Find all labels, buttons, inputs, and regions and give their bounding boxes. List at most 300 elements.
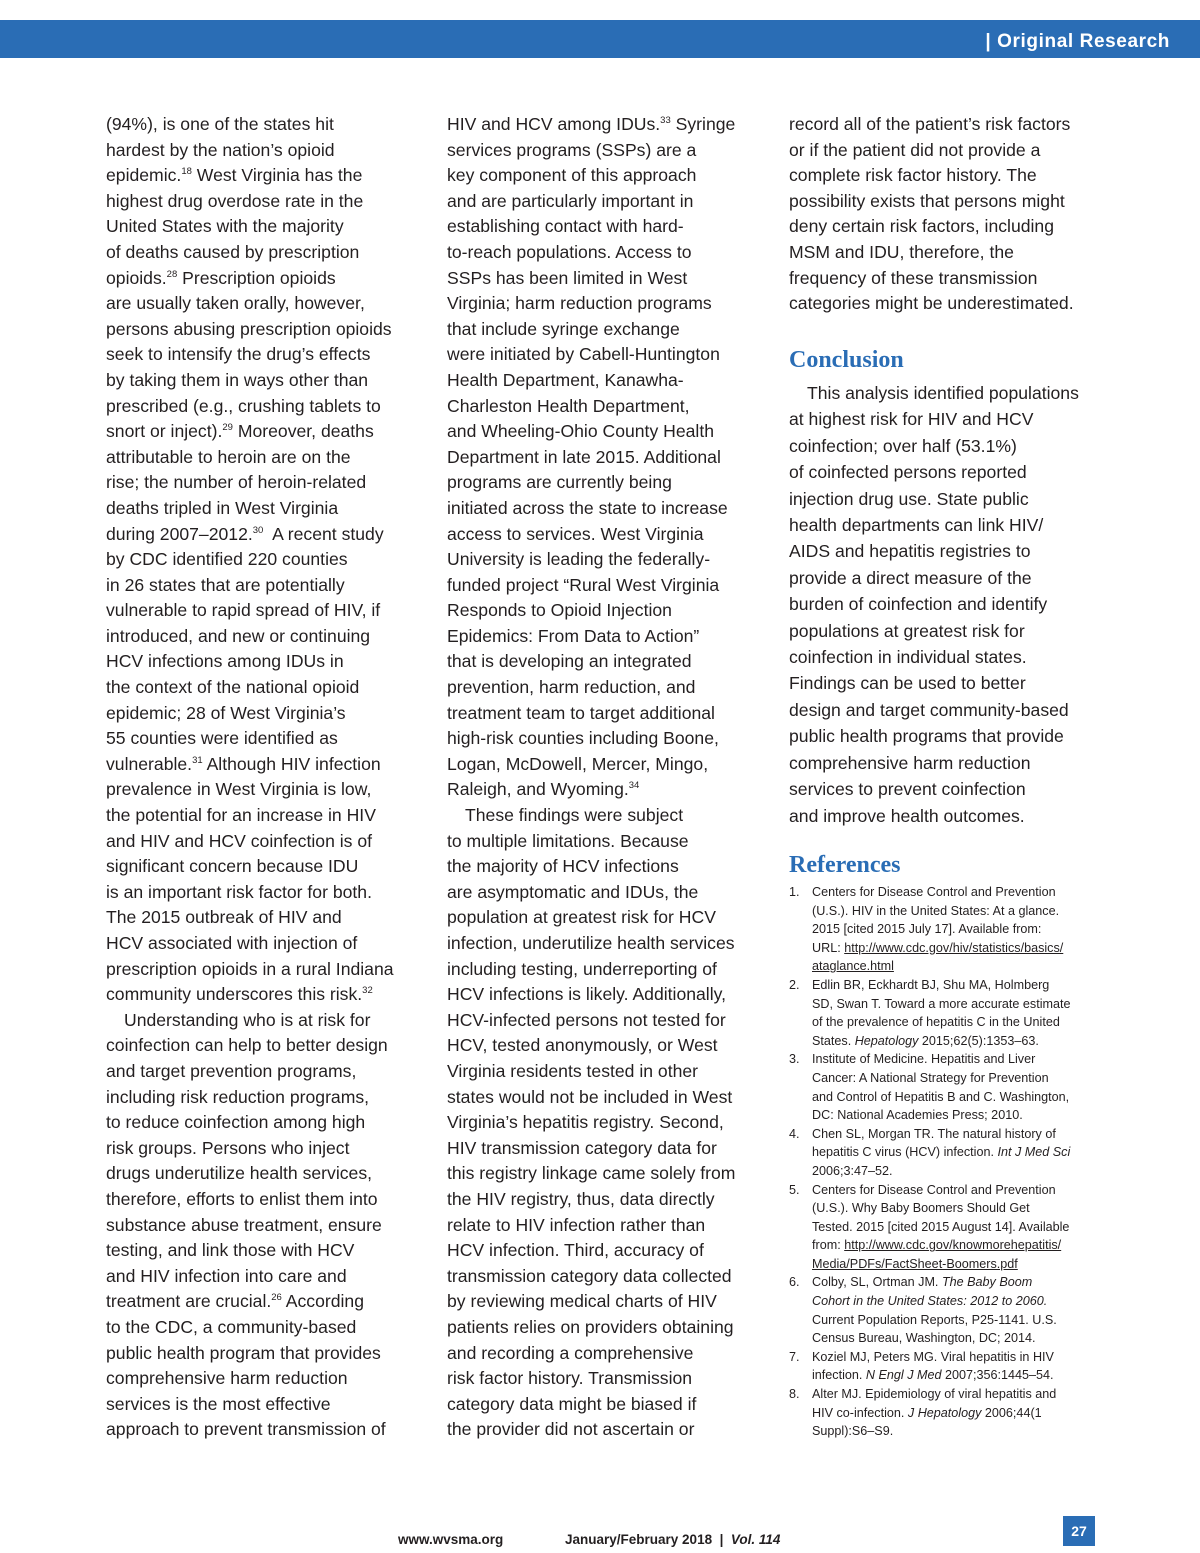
- text-line: [447, 291, 762, 317]
- text-line: [106, 163, 421, 189]
- line-text: services programs (SSPs) are a: [447, 139, 697, 160]
- text-line: [447, 752, 762, 778]
- line-text: HCV-infected persons not tested for: [447, 1009, 726, 1030]
- reference-line: [812, 1106, 1109, 1125]
- footer-issue: [565, 1532, 780, 1548]
- reference-text: (U.S.). HIV in the United States: At a glance.: [812, 903, 1060, 918]
- text-line: [106, 112, 421, 138]
- reference-item: [789, 976, 1109, 1050]
- line-text: substance abuse treatment, ensure: [106, 1214, 382, 1235]
- line-text: treatment are crucial.: [106, 1291, 272, 1312]
- reference-line: [812, 939, 1109, 958]
- line-text: are usually taken orally, however,: [106, 293, 365, 314]
- reference-text: Centers for Disease Control and Prevention: [812, 885, 1056, 899]
- citation-superscript: 18: [181, 166, 192, 178]
- text-line: [106, 1417, 421, 1443]
- conclusion-line: burden of coinfection and identify: [789, 594, 1048, 615]
- text-line: [789, 266, 1109, 292]
- reference-link[interactable]: http://www.cdc.gov/hiv/statistics/basics/: [844, 940, 1064, 955]
- text-line: [447, 982, 762, 1008]
- reference-item: [789, 1050, 1109, 1124]
- line-text: the HIV registry, thus, data directly: [447, 1188, 715, 1209]
- line-text: possibility exists that persons might: [789, 190, 1065, 211]
- publication-title: Cohort in the United States: 2012 to 2060.: [812, 1294, 1048, 1309]
- text-line: [447, 1008, 762, 1034]
- line-text: patients relies on providers obtaining: [447, 1316, 734, 1337]
- text-line: [447, 1213, 762, 1239]
- line-text: and target prevention programs,: [106, 1060, 357, 1081]
- text-line: [447, 189, 762, 215]
- line-text: approach to prevent transmission of: [106, 1419, 386, 1440]
- line-text: University is leading the federally-: [447, 549, 711, 570]
- line-text: in 26 states that are potentially: [106, 574, 345, 595]
- text-line: [447, 1264, 762, 1290]
- reference-text: (U.S.). Why Baby Boomers Should Get: [812, 1201, 1030, 1216]
- text-line: [106, 957, 421, 983]
- text-line: [106, 342, 421, 368]
- reference-line: [812, 1236, 1109, 1255]
- conclusion-line: This analysis identified populations: [807, 383, 1079, 403]
- reference-line: [812, 1013, 1109, 1032]
- line-text: key component of this approach: [447, 165, 697, 186]
- text-line: [106, 701, 421, 727]
- text-line: [447, 931, 762, 957]
- line-text: highest drug overdose rate in the: [106, 190, 364, 211]
- text-line: [106, 138, 421, 164]
- line-text: therefore, efforts to enlist them into: [106, 1188, 378, 1209]
- text-line: [106, 1161, 421, 1187]
- line-text: Virginia’s hepatitis registry. Second,: [447, 1112, 724, 1133]
- citation-superscript: 33: [660, 115, 671, 126]
- line-text: services is the most effective: [106, 1393, 331, 1414]
- text-line: [106, 547, 421, 573]
- text-line: [447, 342, 762, 368]
- reference-item: [789, 1385, 1109, 1441]
- conclusion-line: comprehensive harm reduction: [789, 752, 1031, 773]
- citation-superscript: 28: [166, 268, 178, 280]
- reference-item: [789, 1125, 1109, 1181]
- reference-number: 8.: [789, 1387, 800, 1402]
- journal-name: N Engl J Med: [865, 1368, 942, 1383]
- conclusion-heading: Conclusion: [789, 347, 904, 373]
- text-line: [106, 624, 421, 650]
- line-text: MSM and IDU, therefore, the: [789, 241, 1014, 262]
- conclusion-line: populations at greatest risk for: [789, 620, 1025, 641]
- line-text: United States with the majority: [106, 216, 344, 237]
- text-line: [447, 1033, 762, 1059]
- reference-text: States.: [812, 1033, 855, 1048]
- column-3: [789, 112, 1109, 317]
- line-text: Virginia residents tested in other: [447, 1060, 699, 1081]
- line-text: by CDC identified 220 counties: [106, 549, 348, 570]
- line-text: and Wheeling-Ohio County Health: [447, 421, 714, 442]
- reference-text: hepatitis C virus (HCV) infection.: [812, 1145, 998, 1160]
- reference-number: 2.: [789, 977, 800, 992]
- line-text: initiated across the state to increase: [447, 497, 728, 518]
- text-line: [447, 777, 762, 803]
- reference-text: Edlin BR, Eckhardt BJ, Shu MA, Holmberg: [812, 977, 1050, 992]
- line-text: including risk reduction programs,: [106, 1086, 370, 1107]
- journal-name: J Hepatology: [907, 1405, 982, 1420]
- text-line: [106, 1136, 421, 1162]
- reference-line: [812, 1143, 1109, 1162]
- text-line: [106, 1110, 421, 1136]
- reference-line: [812, 1125, 1109, 1144]
- reference-number: 7.: [789, 1349, 800, 1364]
- line-text: access to services. West Virginia: [447, 523, 704, 544]
- text-line: [447, 1392, 762, 1418]
- line-text: drugs underutilize health services,: [106, 1163, 373, 1184]
- line-text: HCV infections is likely. Additionally,: [447, 984, 727, 1005]
- line-text: or if the patient did not provide a: [789, 139, 1041, 160]
- journal-name: Int J Med Sci: [997, 1145, 1071, 1160]
- conclusion-line: coinfection; over half (53.1%): [789, 435, 1017, 456]
- text-line: [106, 752, 421, 778]
- reference-text: infection.: [812, 1368, 866, 1383]
- line-text: programs are currently being: [447, 472, 672, 493]
- text-line: [447, 1238, 762, 1264]
- line-text-continued: Syringe: [670, 114, 736, 134]
- text-line: [106, 1059, 421, 1085]
- text-line: [447, 1366, 762, 1392]
- reference-line: [812, 1069, 1109, 1088]
- reference-item: [789, 1181, 1109, 1274]
- line-text: this registry linkage came solely from: [447, 1163, 736, 1184]
- text-line: [447, 726, 762, 752]
- text-line: [789, 291, 1109, 317]
- footer-volume: Vol. 114: [730, 1532, 781, 1547]
- reference-link[interactable]: ataglance.html: [812, 959, 894, 974]
- text-line: [106, 394, 421, 420]
- column-2: [447, 112, 762, 1443]
- line-text: and HIV infection into care and: [106, 1265, 347, 1286]
- text-line: [447, 829, 762, 855]
- text-line: [447, 445, 762, 471]
- line-text: Virginia; harm reduction programs: [447, 293, 712, 314]
- citation-superscript: 26: [271, 1292, 282, 1304]
- citation-superscript: 29: [222, 422, 233, 434]
- line-text: the provider did not ascertain or: [447, 1419, 695, 1440]
- line-text: SSPs has been limited in West: [447, 267, 688, 288]
- text-line: [447, 803, 762, 829]
- line-text: relate to HIV infection rather than: [447, 1214, 706, 1235]
- citation-superscript: 34: [628, 780, 640, 792]
- reference-number: 1.: [789, 885, 800, 899]
- text-line: [447, 880, 762, 906]
- line-text: HIV transmission category data for: [447, 1137, 717, 1158]
- reference-text: SD, Swan T. Toward a more accurate estimate: [812, 996, 1071, 1011]
- text-line: [106, 1264, 421, 1290]
- text-line: [447, 1161, 762, 1187]
- text-line: [447, 957, 762, 983]
- reference-number: 3.: [789, 1052, 800, 1067]
- reference-text: DC: National Academies Press; 2010.: [812, 1108, 1023, 1123]
- reference-line: [812, 1255, 1109, 1274]
- line-text: frequency of these transmission: [789, 267, 1038, 288]
- line-text: HCV infections among IDUs in: [106, 651, 344, 672]
- page-number: 27: [1063, 1516, 1095, 1546]
- reference-line: [812, 1385, 1109, 1404]
- text-line: [106, 1392, 421, 1418]
- reference-text: Alter MJ. Epidemiology of viral hepatitis and: [812, 1387, 1057, 1402]
- reference-line: [812, 1088, 1109, 1107]
- line-text: seek to intensify the drug’s effects: [106, 344, 371, 365]
- reference-text: 2007;356:1445–54.: [941, 1368, 1054, 1383]
- text-line: [106, 905, 421, 931]
- line-text: that is developing an integrated: [447, 651, 692, 672]
- text-line: [447, 1417, 762, 1443]
- text-line: [106, 1289, 421, 1315]
- line-text: opioids.: [106, 267, 167, 288]
- line-text: infection, underutilize health services: [447, 933, 735, 953]
- text-line: [789, 189, 1109, 215]
- text-line: [789, 138, 1109, 164]
- footer-issue-date: January/February 2018 |: [565, 1532, 731, 1547]
- text-line: [447, 1085, 762, 1111]
- reference-number: 5.: [789, 1182, 800, 1197]
- text-line: [106, 1238, 421, 1264]
- text-line: [106, 573, 421, 599]
- conclusion-line: design and target community-based: [789, 699, 1069, 720]
- text-line: [106, 317, 421, 343]
- line-text: to-reach populations. Access to: [447, 241, 692, 262]
- line-text: to reduce coinfection among high: [106, 1112, 366, 1133]
- reference-text: 2006;44(1: [981, 1405, 1042, 1420]
- reference-line: [812, 1292, 1109, 1311]
- reference-text: from:: [812, 1238, 845, 1253]
- conclusion-line: services to prevent coinfection: [789, 779, 1026, 800]
- reference-text: Tested. 2015 [cited 2015 August 14]. Available: [812, 1219, 1070, 1234]
- line-text: record all of the patient’s risk factors: [789, 114, 1071, 134]
- line-text: states would not be included in West: [447, 1086, 733, 1107]
- line-text: to multiple limitations. Because: [447, 830, 689, 851]
- line-text: HCV infection. Third, accuracy of: [447, 1240, 704, 1261]
- text-line: [106, 726, 421, 752]
- references-heading: References: [789, 852, 901, 878]
- line-text: categories might be underestimated.: [789, 293, 1074, 314]
- text-line: [447, 240, 762, 266]
- line-text: category data might be biased if: [447, 1393, 697, 1414]
- line-text: vulnerable.: [106, 753, 193, 774]
- text-line: [106, 240, 421, 266]
- text-line: [447, 266, 762, 292]
- text-line: [106, 829, 421, 855]
- text-line: [447, 1187, 762, 1213]
- text-line: [106, 1008, 421, 1034]
- line-text: The 2015 outbreak of HIV and: [106, 907, 342, 928]
- reference-text: Centers for Disease Control and Prevention: [812, 1182, 1056, 1197]
- reference-text: URL:: [812, 940, 845, 955]
- reference-line: [812, 920, 1109, 939]
- text-line: [447, 470, 762, 496]
- text-line: [447, 1059, 762, 1085]
- line-text: Epidemics: From Data to Action”: [447, 625, 700, 646]
- reference-text: and Control of Hepatitis B and C. Washington,: [812, 1089, 1070, 1104]
- line-text: is an important risk factor for both.: [106, 881, 372, 902]
- line-text: Charleston Health Department,: [447, 395, 690, 416]
- text-line: [106, 1315, 421, 1341]
- line-text: attributable to heroin are on the: [106, 446, 351, 467]
- text-line: [447, 138, 762, 164]
- line-text-continued: Prescription opioids: [177, 267, 336, 288]
- reference-line: [812, 1348, 1109, 1367]
- reference-link[interactable]: http://www.cdc.gov/knowmorehepatitis/: [844, 1238, 1062, 1253]
- reference-line: [812, 957, 1109, 976]
- line-text: HCV, tested anonymously, or West: [447, 1035, 718, 1056]
- text-line: [447, 1315, 762, 1341]
- reference-line: [812, 976, 1109, 995]
- reference-text: Cancer: A National Strategy for Prevention: [812, 1070, 1049, 1085]
- line-text: Logan, McDowell, Mercer, Mingo,: [447, 753, 709, 774]
- text-line: [106, 1187, 421, 1213]
- reference-line: [812, 1032, 1109, 1051]
- reference-line: [812, 1050, 1109, 1069]
- text-line: [106, 854, 421, 880]
- line-text: public health program that provides: [106, 1342, 381, 1363]
- text-line: [447, 394, 762, 420]
- conclusion-line: injection drug use. State public: [789, 488, 1029, 509]
- line-text: Department in late 2015. Additional: [447, 446, 721, 467]
- text-line: [447, 701, 762, 727]
- text-line: [789, 112, 1109, 138]
- conclusion-line: provide a direct measure of the: [789, 567, 1032, 588]
- line-text: funded project “Rural West Virginia: [447, 574, 720, 595]
- line-text: community underscores this risk.: [106, 984, 363, 1005]
- text-line: [789, 240, 1109, 266]
- line-text: transmission category data collected: [447, 1265, 732, 1286]
- conclusion-line: at highest risk for HIV and HCV: [789, 409, 1034, 430]
- line-text: vulnerable to rapid spread of HIV, if: [106, 600, 381, 621]
- line-text: Understanding who is at risk for: [124, 1009, 371, 1030]
- line-text: rise; the number of heroin-related: [106, 472, 367, 493]
- line-text: HCV associated with injection of: [106, 933, 358, 953]
- reference-line: Census Bureau, Washington, DC; 2014.: [812, 1331, 1036, 1346]
- line-text: deny certain risk factors, including: [789, 216, 1055, 237]
- line-text: and recording a comprehensive: [447, 1342, 694, 1363]
- reference-line: [812, 1162, 1109, 1181]
- line-text: risk groups. Persons who inject: [106, 1137, 350, 1158]
- text-line: [106, 266, 421, 292]
- line-text: snort or inject).: [106, 421, 223, 442]
- line-text: hardest by the nation’s opioid: [106, 139, 335, 160]
- conclusion-line: AIDS and hepatitis registries to: [789, 541, 1031, 562]
- conclusion-line: coinfection in individual states.: [789, 647, 1027, 668]
- reference-line: [812, 1404, 1109, 1423]
- line-text: prescribed (e.g., crushing tablets to: [106, 395, 381, 416]
- text-line: [106, 291, 421, 317]
- text-line: [106, 880, 421, 906]
- line-text: population at greatest risk for HCV: [447, 907, 716, 928]
- text-line: [106, 1085, 421, 1111]
- reference-text: Institute of Medicine. Hepatitis and Liver: [812, 1052, 1036, 1067]
- text-line: [106, 445, 421, 471]
- text-line: [106, 982, 421, 1008]
- reference-text: HIV co-infection.: [812, 1405, 908, 1420]
- reference-line: [812, 1181, 1109, 1200]
- reference-line: [812, 995, 1109, 1014]
- reference-number: 6.: [789, 1275, 800, 1290]
- text-line: [106, 931, 421, 957]
- text-line: [447, 1289, 762, 1315]
- line-text: to the CDC, a community-based: [106, 1316, 357, 1337]
- line-text: the potential for an increase in HIV: [106, 805, 376, 826]
- text-line: [106, 649, 421, 675]
- text-line: [447, 598, 762, 624]
- text-line: [447, 163, 762, 189]
- line-text: introduced, and new or continuing: [106, 625, 371, 646]
- text-line: [106, 522, 421, 548]
- text-line: [106, 1213, 421, 1239]
- text-line: [447, 573, 762, 599]
- line-text: establishing contact with hard-: [447, 216, 684, 237]
- line-text-continued: Moreover, deaths: [232, 421, 374, 442]
- text-line: [447, 1341, 762, 1367]
- conclusion-line: health departments can link HIV/: [789, 515, 1044, 536]
- line-text-continued: A recent study: [263, 523, 384, 544]
- journal-name: Hepatology: [854, 1033, 919, 1048]
- text-line: [447, 1136, 762, 1162]
- reference-item: [789, 1273, 1109, 1347]
- text-line: [447, 1110, 762, 1136]
- text-line: [447, 905, 762, 931]
- line-text-continued: West Virginia has the: [191, 165, 363, 186]
- line-text: HIV and HCV among IDUs.: [447, 114, 661, 134]
- line-text: complete risk factor history. The: [789, 165, 1037, 186]
- line-text: the majority of HCV infections: [447, 856, 679, 877]
- text-line: [447, 522, 762, 548]
- citation-superscript: 32: [362, 985, 373, 997]
- line-text: high-risk counties including Boone,: [447, 728, 719, 749]
- conclusion-line: of coinfected persons reported: [789, 462, 1027, 483]
- reference-line: Suppl):S6–S9.: [812, 1424, 894, 1439]
- reference-line: [812, 883, 1109, 902]
- reference-line: [812, 902, 1109, 921]
- text-line: [106, 803, 421, 829]
- line-text: comprehensive harm reduction: [106, 1368, 348, 1389]
- reference-link[interactable]: Media/PDFs/FactSheet-Boomers.pdf: [812, 1256, 1018, 1271]
- reference-list: [789, 883, 1109, 1441]
- reference-line: [812, 1366, 1109, 1385]
- text-line: [447, 112, 762, 138]
- reference-text: 2006;3:47–52.: [812, 1163, 893, 1178]
- text-line: [447, 675, 762, 701]
- text-line: [447, 317, 762, 343]
- line-text: were initiated by Cabell-Huntington: [447, 344, 720, 365]
- conclusion-text: [789, 380, 1079, 829]
- line-text: 55 counties were identified as: [106, 728, 338, 749]
- line-text: Responds to Opioid Injection: [447, 600, 672, 621]
- line-text: deaths tripled in West Virginia: [106, 497, 339, 518]
- line-text: epidemic.: [106, 165, 182, 186]
- line-text: risk factor history. Transmission: [447, 1368, 693, 1389]
- reference-line: [812, 1199, 1109, 1218]
- text-line: [106, 189, 421, 215]
- reference-text: 2015 [cited 2015 July 17]. Available from:: [812, 922, 1042, 937]
- line-text: (94%), is one of the states hit: [106, 114, 334, 134]
- text-line: [789, 214, 1109, 240]
- footer-website[interactable]: www.wvsma.org: [398, 1532, 504, 1547]
- text-line: [106, 214, 421, 240]
- line-text: treatment team to target additional: [447, 702, 715, 723]
- line-text: prevention, harm reduction, and: [447, 677, 696, 698]
- text-line: [789, 163, 1109, 189]
- text-line: [106, 470, 421, 496]
- line-text: coinfection can help to better design: [106, 1035, 388, 1056]
- text-line: [106, 1033, 421, 1059]
- section-label: | Original Research: [985, 31, 1170, 52]
- conclusion-line: and improve health outcomes.: [789, 805, 1025, 826]
- line-text: by taking them in ways other than: [106, 369, 369, 390]
